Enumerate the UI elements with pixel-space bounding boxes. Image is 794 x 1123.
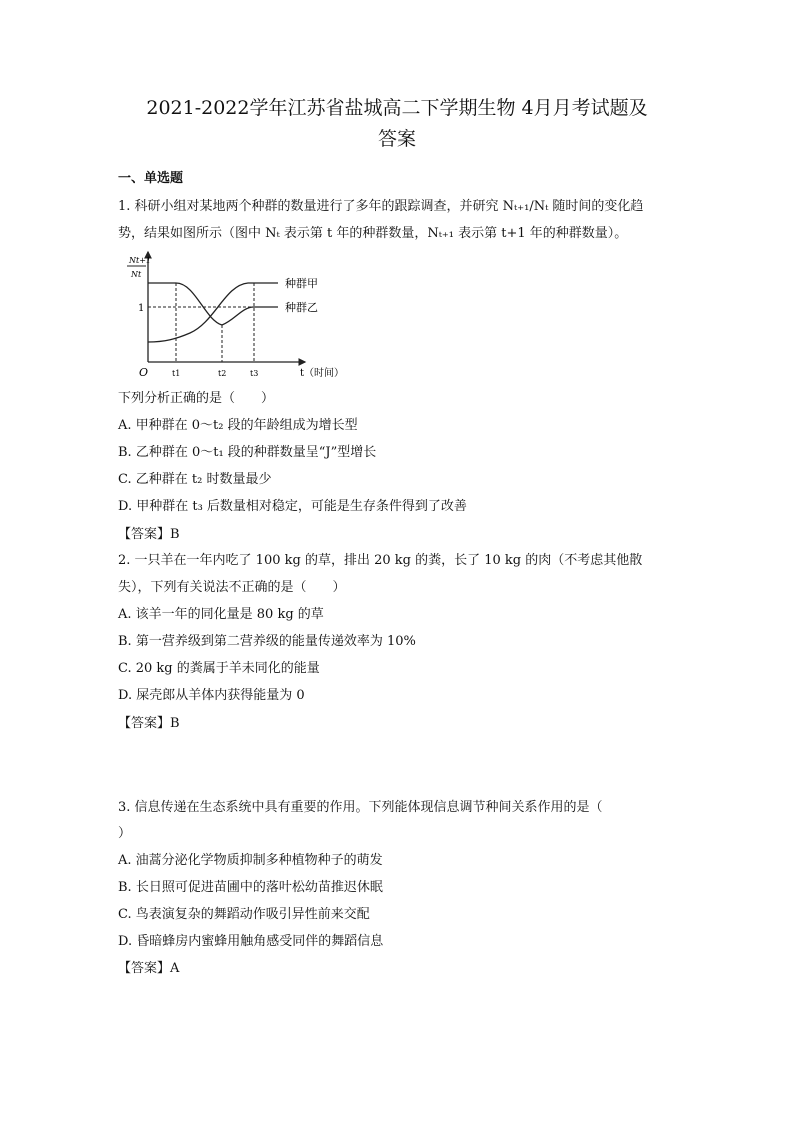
q3-answer: 【答案】A [118, 961, 180, 976]
origin-label: O [139, 366, 149, 379]
q2-line2: 失），下列有关说法不正确的是（ ） [118, 580, 346, 595]
series-yi-label: 种群乙 [285, 301, 318, 314]
y-label-den: Nt [131, 270, 142, 279]
t3-label: t3 [250, 369, 259, 378]
q1-option-a: A. 甲种群在 0～t₂ 段的年龄组成为增长型 [118, 418, 358, 433]
doc-title-line2: 答案 [377, 128, 416, 150]
population-figure [120, 250, 360, 385]
y-label-num: Nt+1 [129, 256, 152, 265]
q1-option-b: B. 乙种群在 0～t₁ 段的种群数量呈“J”型增长 [118, 445, 377, 460]
q3-line1: 3. 信息传递在生态系统中具有重要的作用。下列能体现信息调节种间关系作用的是（ [118, 800, 603, 815]
curve-jia [148, 283, 278, 342]
series-jia-label: 种群甲 [285, 277, 318, 290]
q3-option-b: B. 长日照可促进苗圃中的落叶松幼苗推迟休眠 [118, 880, 383, 895]
x-axis-label: t（时间） [300, 368, 345, 379]
q1-line1: 1. 科研小组对某地两个种群的数量进行了多年的跟踪调查，并研究 Nₜ₊₁/Nₜ 随时间的变化趋 [118, 199, 644, 214]
q3-option-d: D. 昏暗蜂房内蜜蜂用触角感受同伴的舞蹈信息 [118, 934, 384, 949]
q2-option-c: C. 20 kg 的粪属于羊未同化的能量 [118, 661, 320, 676]
y-tick-1: 1 [138, 303, 145, 314]
q2-line1: 2. 一只羊在一年内吃了 100 kg 的草，排出 20 kg 的粪，长了 10 kg 的肉（不考虑其他散 [118, 553, 643, 568]
q1-option-d: D. 甲种群在 t₃ 后数量相对稳定，可能是生存条件得到了改善 [118, 499, 467, 514]
section-heading: 一、单选题 [118, 171, 184, 186]
curve-yi [148, 283, 278, 325]
q1-line2: 势，结果如图所示（图中 Nₜ 表示第 t 年的种群数量，Nₜ₊₁ 表示第 t+1 年的种群数量）。 [118, 226, 628, 241]
t2-label: t2 [218, 369, 227, 378]
q1-stem: 下列分析正确的是（ ） [118, 391, 275, 406]
q3-option-c: C. 鸟表演复杂的舞蹈动作吸引异性前来交配 [118, 907, 370, 922]
q2-answer: 【答案】B [118, 716, 180, 731]
q3-line2: ） [118, 826, 132, 841]
q1-answer: 【答案】B [118, 527, 180, 542]
q2-option-d: D. 屎壳郎从羊体内获得能量为 0 [118, 688, 305, 703]
q2-option-a: A. 该羊一年的同化量是 80 kg 的草 [118, 607, 324, 622]
q3-option-a: A. 油蒿分泌化学物质抑制多种植物种子的萌发 [118, 853, 383, 868]
q2-option-b: B. 第一营养级到第二营养级的能量传递效率为 10% [118, 634, 416, 649]
t1-label: t1 [172, 369, 181, 378]
q1-option-c: C. 乙种群在 t₂ 时数量最少 [118, 472, 272, 487]
doc-title-line1: 2021-2022学年江苏省盐城高二下学期生物 4月月考试题及 [146, 97, 648, 119]
